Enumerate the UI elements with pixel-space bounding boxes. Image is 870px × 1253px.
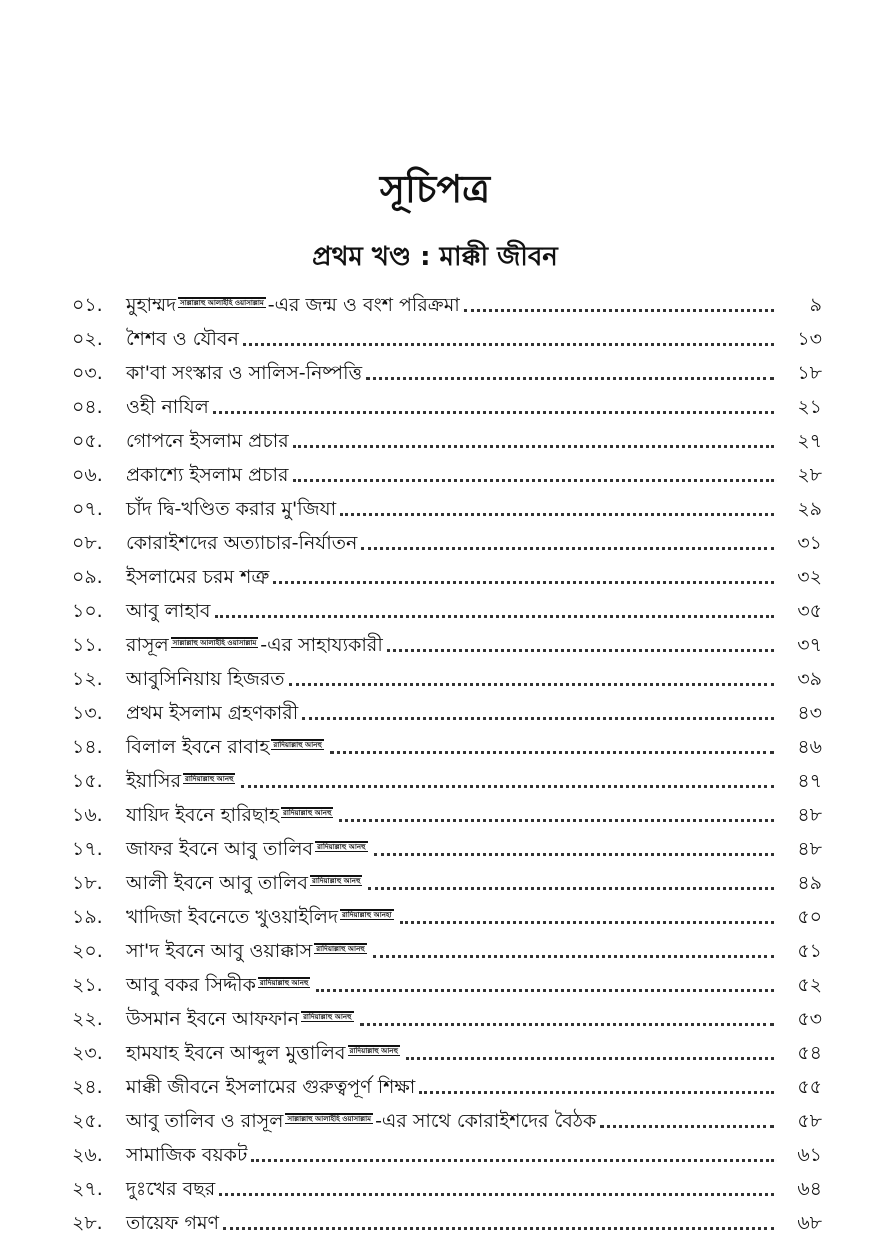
toc-entry-number: ২৮.	[72, 1212, 103, 1234]
toc-entry-page-number: ৫৩	[797, 1008, 822, 1030]
toc-entry-title-text: মুহাম্মদ	[126, 294, 177, 316]
honorific-mark: রাদিয়াল্লাহু আনহু	[311, 877, 361, 885]
honorific-mark: রাদিয়াল্লাহু আনহু	[185, 775, 234, 783]
toc-entry-title-text: প্রকাশ্যে ইসলাম প্রচার	[126, 464, 289, 486]
toc-entry	[72, 696, 822, 730]
toc-entry-page-number: ১৮	[797, 362, 822, 384]
dot-leader	[387, 648, 774, 652]
toc-entry	[72, 322, 822, 356]
toc-entry-title	[126, 322, 239, 356]
toc-entry-title	[126, 424, 289, 458]
toc-entry	[72, 934, 822, 968]
toc-entry-title-text: ইয়াসির	[126, 770, 182, 792]
toc-entry-title	[126, 696, 298, 730]
toc-entry-page-number: ৬৪	[797, 1178, 822, 1200]
toc-entry-title-text: গোপনে ইসলাম প্রচার	[126, 430, 289, 452]
toc-entry-title	[126, 1172, 215, 1206]
toc-entry-title-text: চাঁদ দ্বি-খণ্ডিত করার মু'জিযা	[126, 498, 337, 520]
toc-entry-title-text: সামাজিক বয়কট	[126, 1144, 248, 1166]
honorific-mark: সাল্লাল্লাহু আলাইহি ওয়াসাল্লাম	[172, 639, 257, 647]
dot-leader	[316, 988, 774, 992]
toc-entry-page-number: ৫৮	[797, 1110, 822, 1132]
toc-entry-title	[126, 560, 269, 594]
toc-entry-title	[126, 934, 369, 968]
toc-entry-title-text: তায়েফ গমণ	[126, 1212, 220, 1234]
toc-entry-title-text: জাফর ইবনে আবু তালিব	[126, 838, 314, 860]
toc-entry-number: ১২.	[72, 668, 103, 690]
toc-entry	[72, 1104, 822, 1138]
dot-leader	[600, 1124, 774, 1128]
toc-entry-number: ০৩.	[72, 362, 103, 384]
toc-entry	[72, 628, 822, 662]
dot-leader	[368, 886, 774, 890]
toc-entry	[72, 900, 822, 934]
toc-entry-page-number: ৩৭	[797, 634, 822, 656]
toc-entry-title-text: ইসলামের চরম শত্রু	[126, 566, 270, 588]
toc-entry-number: ১৫.	[72, 770, 103, 792]
toc-entry-number: ১৭.	[72, 838, 103, 860]
toc-entry-title	[126, 798, 335, 832]
toc-entry-number: ১৬.	[72, 804, 103, 826]
toc-entry-number: ০৭.	[72, 498, 103, 520]
toc-entry-title-suffix: -এর সাহায্যকারী	[260, 634, 383, 656]
honorific-mark: সাল্লাল্লাহু আলাইহি ওয়াসাল্লাম	[287, 1115, 372, 1123]
toc-entry-title-text: কা'বা সংস্কার ও সালিস-নিষ্পত্তি	[126, 362, 363, 384]
toc-entry-page-number: ৪৭	[797, 770, 822, 792]
toc-entry	[72, 1036, 822, 1070]
dot-leader	[273, 580, 774, 584]
toc-entry-page-number: ৫৫	[797, 1076, 822, 1098]
toc-entry-title-text: প্রথম ইসলাম গ্রহণকারী	[126, 702, 299, 724]
toc-entry-title-text: বিলাল ইবনে রাবাহ	[126, 736, 270, 758]
toc-entry-title-text: আবু লাহাব	[126, 600, 211, 622]
dot-leader	[223, 1226, 774, 1230]
toc-entry-page-number: ৩২	[797, 566, 822, 588]
toc-entry-number: ২৫.	[72, 1110, 103, 1132]
toc-entry-title	[126, 1206, 219, 1240]
toc-entry-number: ১৯.	[72, 906, 103, 928]
toc-entry-page-number: ৪৩	[797, 702, 822, 724]
dot-leader	[419, 1090, 774, 1094]
dot-leader	[373, 954, 774, 958]
dot-leader	[366, 376, 774, 380]
toc-entry-title	[126, 458, 289, 492]
toc-entry-page-number: ৪৮	[797, 804, 822, 826]
section-subtitle: প্রথম খণ্ড : মাক্কী জীবন	[312, 242, 558, 272]
toc-entry-page-number: ২৭	[797, 430, 822, 452]
honorific-mark: রাদিয়াল্লাহু আনহু	[349, 1047, 398, 1055]
page-title: সূচিপত্র	[379, 167, 491, 211]
toc-entry-title-text: খাদিজা ইবনেতে খুওয়াইলিদ	[126, 906, 338, 928]
toc-entry-title-text: দুঃখের বছর	[126, 1178, 216, 1200]
toc-entry-title	[126, 526, 357, 560]
toc-entry-page-number: ৬৮	[797, 1212, 822, 1234]
toc-entry	[72, 356, 822, 390]
toc-entry-page-number: ২৮	[797, 464, 822, 486]
toc-entry-page-number: ৩১	[797, 532, 822, 554]
toc-entry-title	[126, 356, 362, 390]
toc-entry-number: ১৮.	[72, 872, 103, 894]
toc-entry	[72, 560, 822, 594]
dot-leader	[213, 410, 774, 414]
toc-entry-title	[126, 968, 312, 1002]
toc-entry-title	[126, 1138, 247, 1172]
toc-entry-title	[126, 594, 211, 628]
toc-entry	[72, 1070, 822, 1104]
dot-leader	[215, 614, 774, 618]
toc-entry-page-number: ৪৯	[797, 872, 822, 894]
toc-entry-title	[126, 492, 336, 526]
dot-leader	[293, 478, 775, 482]
toc-entry	[72, 424, 822, 458]
toc-entry-page-number: ৫০	[797, 906, 822, 928]
toc-entry-title-text: শৈশব ও যৌবন	[126, 328, 239, 350]
honorific-mark: সাল্লাল্লাহু আলাইহি ওয়াসাল্লাম	[180, 299, 264, 307]
dot-leader	[400, 920, 774, 924]
toc-entry-number: ২১.	[72, 974, 103, 996]
dot-leader	[293, 444, 774, 448]
toc-entry-title-text: ওহী নাযিল	[126, 396, 209, 418]
toc-entry-title	[126, 628, 383, 662]
toc-entry	[72, 288, 822, 322]
toc-entry	[72, 1138, 822, 1172]
toc-entry-page-number: ৩৫	[797, 600, 822, 622]
toc-entry-title	[126, 832, 370, 866]
toc-entry-number: ২৪.	[72, 1076, 103, 1098]
toc-entry	[72, 594, 822, 628]
toc-entry-page-number: ২৯	[797, 498, 822, 520]
toc-entry-number: ১০.	[72, 600, 103, 622]
toc-entry-number: ১৪.	[72, 736, 103, 758]
toc-entry-title-text: উসমান ইবনে আফফান	[126, 1008, 300, 1030]
honorific-mark: রাদিয়াল্লাহু আনহু	[303, 1013, 352, 1021]
dot-leader	[241, 784, 774, 788]
toc-entry-page-number: ৬১	[797, 1144, 822, 1166]
toc-entry	[72, 492, 822, 526]
honorific-mark: রাদিয়াল্লাহু আনহু	[273, 741, 322, 749]
toc-entry-title-text: কোরাইশদের অত্যাচার-নির্যাতন	[126, 532, 358, 554]
toc-entry-number: ২৬.	[72, 1144, 103, 1166]
toc-entry-title	[126, 1036, 402, 1070]
dot-leader	[251, 1158, 774, 1162]
toc-entry	[72, 1172, 822, 1206]
toc-entry	[72, 458, 822, 492]
toc-entry-title-suffix: -এর সাথে কোরাইশদের বৈঠক	[375, 1110, 597, 1132]
toc-entry-title	[126, 1002, 356, 1036]
toc-entry-number: ০৬.	[72, 464, 103, 486]
table-of-contents	[72, 288, 822, 1240]
toc-entry-title-text: যায়িদ ইবনে হারিছাহ	[126, 804, 279, 826]
toc-entry-page-number: ৫২	[797, 974, 822, 996]
toc-entry	[72, 1206, 822, 1240]
toc-entry-page-number: ২১	[797, 396, 822, 418]
toc-entry-title	[126, 288, 460, 322]
toc-entry-page-number: ৪৮	[797, 838, 822, 860]
toc-entry-number: ০৫.	[72, 430, 103, 452]
toc-entry-number: ০২.	[72, 328, 103, 350]
toc-entry-title-text: আবুসিনিয়ায় হিজরত	[126, 668, 285, 690]
toc-entry-title-text: হামযাহ ইবনে আব্দুল মুত্তালিব	[126, 1042, 346, 1064]
dot-leader	[289, 682, 774, 686]
toc-entry	[72, 764, 822, 798]
toc-entry	[72, 968, 822, 1002]
toc-entry-number: ০৪.	[72, 396, 103, 418]
toc-entry	[72, 526, 822, 560]
toc-entry-title-text: রাসূল	[126, 634, 169, 656]
dot-leader	[374, 852, 774, 856]
toc-entry-title	[126, 1070, 415, 1104]
toc-entry-title	[126, 730, 326, 764]
toc-entry-number: ০৯.	[72, 566, 103, 588]
honorific-mark: রাদিয়াল্লাহু আনহু	[282, 809, 332, 817]
dot-leader	[464, 308, 774, 312]
toc-entry-number: ২৩.	[72, 1042, 103, 1064]
toc-entry-number: ০৮.	[72, 532, 103, 554]
dot-leader	[360, 1022, 774, 1026]
toc-entry-number: ২২.	[72, 1008, 103, 1030]
toc-entry-number: ১৩.	[72, 702, 103, 724]
toc-entry-title-text: আবু তালিব ও রাসূল	[126, 1110, 284, 1132]
toc-entry-page-number: ৪৬	[797, 736, 822, 758]
honorific-mark: রাদিয়াল্লাহু আনহু	[316, 945, 365, 953]
toc-entry-title	[126, 390, 209, 424]
toc-entry-number: ২৭.	[72, 1178, 103, 1200]
toc-entry	[72, 832, 822, 866]
toc-entry	[72, 730, 822, 764]
toc-entry-title	[126, 866, 364, 900]
toc-entry-title	[126, 662, 285, 696]
dot-leader	[340, 512, 774, 516]
dot-leader	[243, 342, 774, 346]
toc-entry	[72, 662, 822, 696]
dot-leader	[219, 1192, 774, 1196]
toc-entry-number: ২০.	[72, 940, 103, 962]
toc-entry-number: ০১.	[72, 294, 103, 316]
honorific-mark: রাদিয়াল্লাহু আনহু	[259, 979, 309, 987]
toc-entry-title	[126, 764, 237, 798]
toc-entry-title	[126, 1104, 596, 1138]
toc-entry	[72, 798, 822, 832]
toc-entry-title	[126, 900, 396, 934]
toc-entry-title-text: সা'দ ইবনে আবু ওয়াক্কাস	[126, 940, 313, 962]
dot-leader	[330, 750, 774, 754]
dot-leader	[302, 716, 774, 720]
toc-entry-title-text: মাক্কী জীবনে ইসলামের গুরুত্বপূর্ণ শিক্ষা	[126, 1076, 416, 1098]
toc-entry-number: ১১.	[72, 634, 103, 656]
dot-leader	[406, 1056, 774, 1060]
toc-entry-page-number: ১৩	[797, 328, 822, 350]
dot-leader	[339, 818, 774, 822]
toc-entry-title-text: আবু বকর সিদ্দীক	[126, 974, 256, 996]
honorific-mark: রাদিয়াল্লাহু আনহু	[317, 843, 366, 851]
toc-entry-title-suffix: -এর জন্ম ও বংশ পরিক্রমা	[267, 294, 460, 316]
toc-entry-page-number: ৫১	[797, 940, 822, 962]
toc-entry-page-number: ৯	[809, 294, 822, 316]
dot-leader	[361, 546, 774, 550]
toc-entry	[72, 866, 822, 900]
toc-entry-page-number: ৫৪	[797, 1042, 822, 1064]
honorific-mark: রাদিয়াল্লাহু আনহা	[341, 911, 392, 919]
toc-entry-title-text: আলী ইবনে আবু তালিব	[126, 872, 308, 894]
toc-entry	[72, 1002, 822, 1036]
toc-entry	[72, 390, 822, 424]
toc-entry-page-number: ৩৯	[797, 668, 822, 690]
